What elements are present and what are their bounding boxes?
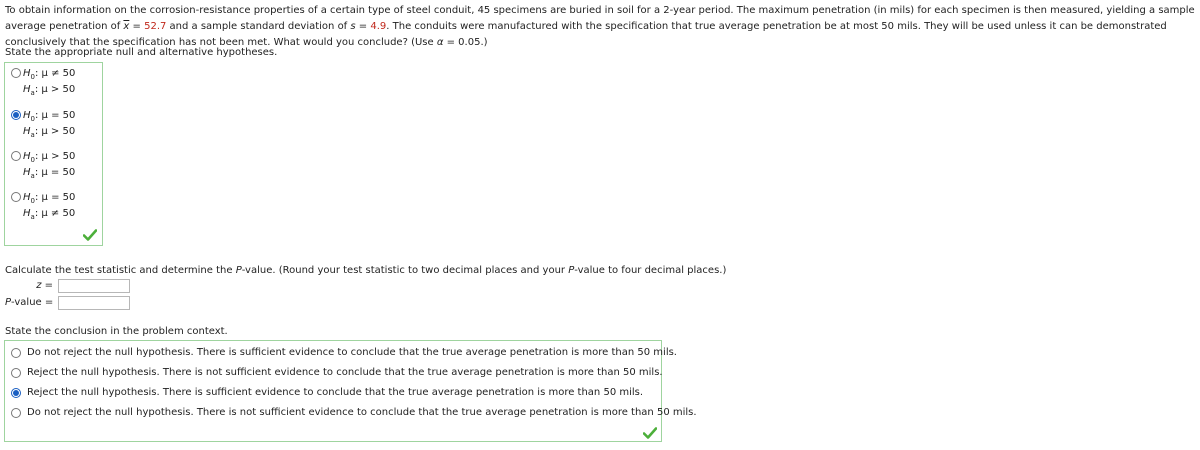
radio-button[interactable] [11,151,21,161]
radio-button[interactable] [11,408,21,418]
s-symbol: s [350,21,356,32]
test-statistic-prompt: Calculate the test statistic and determine the P-value. (Round your test statistic to two decimal places and your P-value to four decimal places.) [5,265,727,276]
hypothesis-option-2[interactable] [11,110,21,120]
hypotheses-answer-box [4,62,103,246]
conclusion-option-text: Do not reject the null hypothesis. There is not sufficient evidence to conclude that the true average penetration is more than 50 mils. [27,407,697,418]
problem-text: To obtain information on the corrosion-resistance properties of a certain type of steel conduit, 45 specimens are buried in soil for a 2-year period. The maximum penetration (in mils) for each specimen is then measured, yielding a sample average penetration of [5,5,1195,32]
hypothesis-option-3[interactable] [11,151,21,161]
alpha-value: = 0.05.) [443,37,488,48]
conclusion-option-text: Reject the null hypothesis. There is sufficient evidence to conclude that the true average penetration is more than 50 mils. [27,387,644,398]
conclusion-answer-box [4,340,697,442]
hypothesis-alt: $H_a$: μ ≠ 50 [23,208,76,221]
conclusion-option-1[interactable] [11,347,677,358]
problem-text: and a sample standard deviation of [166,21,351,32]
radio-button[interactable] [11,368,21,378]
hypothesis-option-1[interactable] [11,68,21,78]
hypothesis-null: $H_0$: μ = 50 [23,192,76,205]
hypothesis-alt: $H_a$: μ > 50 [23,126,76,139]
z-label: z = [36,280,53,291]
conclusion-option-4[interactable] [11,407,697,418]
hypothesis-alt: $H_a$: μ > 50 [23,84,76,97]
check-icon [83,229,97,241]
equals-sign: = [129,21,145,32]
radio-button-selected[interactable] [11,388,21,398]
check-icon [643,427,657,439]
conclusion-prompt: State the conclusion in the problem context. [5,326,228,337]
problem-statement [5,3,1195,51]
conclusion-option-text: Reject the null hypothesis. There is not sufficient evidence to conclude that the true average penetration is more than 50 mils. [27,367,663,378]
p-value-input[interactable] [58,296,130,310]
problem-text: . The conduits were manufactured with the specification that true average penetration be at most 50 mils. They will be used unless it can be demonstrated conclusively that the specification has not been met. What would you conclude? (Use [5,21,1167,48]
radio-button[interactable] [11,192,21,202]
hypotheses-prompt: State the appropriate null and alternative hypotheses. [5,47,278,58]
equals-sign: = [355,21,371,32]
hypothesis-null: $H_0$: μ ≠ 50 [23,68,76,81]
conclusion-option-3[interactable] [11,387,643,398]
conclusion-option-2[interactable] [11,367,663,378]
conclusion-option-text: Do not reject the null hypothesis. There is sufficient evidence to conclude that the true average penetration is more than 50 mils. [27,347,677,358]
radio-button[interactable] [11,348,21,358]
hypothesis-null: $H_0$: μ > 50 [23,151,76,164]
hypothesis-option-4[interactable] [11,192,21,202]
hypothesis-null: $H_0$: μ = 50 [23,110,76,123]
sample-sd-value: 4.9 [370,21,387,32]
radio-button[interactable] [11,68,21,78]
xbar-symbol: x [123,21,130,32]
z-statistic-input[interactable] [58,279,130,293]
sample-mean-value: 52.7 [144,21,167,32]
radio-button-selected[interactable] [11,110,21,120]
p-value-label: P-value = [5,297,54,308]
hypothesis-alt: $H_a$: μ = 50 [23,167,76,180]
alpha-symbol: α [436,37,444,48]
